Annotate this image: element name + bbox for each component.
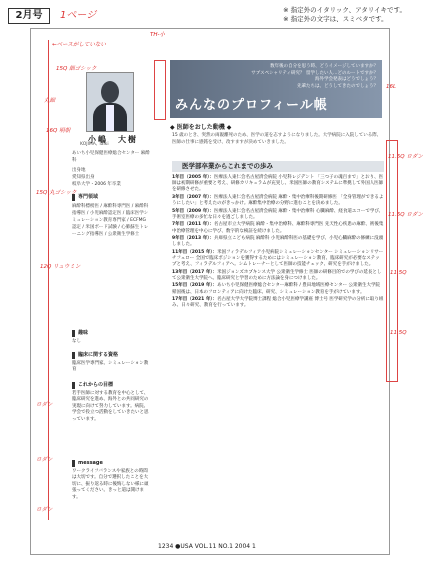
proof-note: 12Q リュウミン [40,264,81,270]
history-heading: 医学部卒業からこれまでの歩み [172,161,384,172]
history-text: 米国フィラデルフィア小児病院シミュレーションセンター シミュレーションリサーチフェロー 全国で臨床ボジションを獲得するためにはシミュレーション教育、臨床研究が必要なステップと考え、フィラデルフィアへ。シムトレーナーとして医師の技能チェック、研究を手がけました。 [172,249,384,268]
history-text: 米国ジョンズホプキンス大学 公衆衛生学修士 医師の研修目的での学びの延長として公衆衛生大学院へ。臨床研究と学習のために方法論を身につけました。 [172,269,382,281]
proof-note: 15Q 丸ゴシック [36,190,77,196]
history-item [172,175,384,194]
proof-note: TH-小 [150,32,165,38]
qualification-box [72,352,152,374]
profile-details [72,150,150,238]
proof-note: ロダン [36,507,53,513]
goal-text: 若手医師に対する教育を中心として、臨床研究を進め、海外との共同研究の実現に向けて努力しています。病院、学会で役立つ活動をしていきたいと思っています。 [72,390,149,422]
hobby-text: なし [72,338,81,344]
proof-note: ロダン [36,457,53,463]
history-text: 医療法人東仁会名古屋済会病院 麻酔・集中治療科後期研修医 「全身管理ができるようにしたい」と考えたのがきっかけ。麻酔集中治療の分野に進むことを決めました。 [172,194,384,207]
history-year: 15年目（2019 年）： [172,283,218,289]
banner-lead [178,64,378,90]
page-label: 1ページ [60,10,97,21]
hobby-title: 趣味 [72,330,152,337]
profile-romaji: KOJIMA, Taiki [80,142,109,147]
photo-head [101,81,119,103]
banner-line: 海外学会発表はどうでしょう？ [315,77,378,82]
history-text: あいち小児保健医療総合センター麻酔科 / 豊田地域医療センター 公衆衛生大学院 帰国後は、日本のフロンティアに向けた臨床、研究、シミュレーション教育を手がけています。 [172,283,381,295]
history-year: 9年目（2013 年）： [172,236,214,242]
profile-line: 出身地 [72,168,86,173]
motivation-heading: ◆ 医師をおした動機 ◆ [170,124,232,131]
message-box [72,460,152,501]
main-title: みんなのプロフィール帳 [175,98,328,113]
month-tag: 2月号 [8,8,50,24]
history-year: 1年目（2005 年）： [172,175,214,180]
proof-note: 11.5Q [390,270,407,276]
proof-note: 11.5Q ロダン [388,212,423,218]
history-year: 13年目（2017 年）： [172,269,218,275]
banner-line: サブスペシャリティ研究？ 留学したい人…どのルートですか？ [251,70,378,76]
goal-box [72,382,152,423]
history-text: 名古屋大学大学院博士課程 総合小児医療学講座 博士号 医学研究学の分析に取り組み、日々研究、教育を行っています。 [172,297,384,309]
history-text: 名古屋市立大学病院 麻酔・集中治療科、麻酔科専門医 先天性心疾患の麻酔、術後集中治療管理を中心に学び、数字的な検証を続けました。 [172,222,384,234]
editing-notes [283,6,406,24]
history-text: 兵庫県立こども病院 麻酔科 小児麻酔科医の基礎を学び、小児心臓麻酔の修練に没頭しました。 [172,236,384,248]
career-text: 麻酔科標榜医 / 麻酔科専門医 / 麻酔科指導医 / 小児麻酔認定医 / 臨床医学シミュレーション教育専門家 / ECFMG 認定 / 米国ボード試験 / 心肺蘇生トレーニング指導医 / 公衆衛生学修士 [72,204,149,237]
history-item [172,250,384,269]
proof-note: ロダン [36,402,53,408]
banner-line: 先輩たちは、どうしてきたのでしょう？ [297,83,378,89]
history-year: 3年目（2007 年）： [172,194,214,200]
proof-note: ←ベースがしていない [52,42,106,48]
hobby-box [72,330,152,345]
page-footer: 1234 ●USA VOL.11 NO.1 2004 1 [158,543,256,550]
qualification-title: 臨床に関する資格 [72,352,152,359]
note-line: ※ 指定外のイタリック、アタリイキです。 [283,6,406,14]
proof-note: 15Q 細ゴシック [56,66,97,72]
history-item [172,283,384,295]
profile-affiliation: あいち小児保健医療総合センター 麻酔科 [72,151,150,163]
history-item [172,209,384,221]
qualification-text: 臨床医学専門家、シミュレーション教育 [72,360,149,372]
proof-note: 丸細 [44,98,56,104]
profile-photo [86,72,134,132]
profile-name: 小嶋 大樹 [88,135,138,144]
photo-tie [106,105,114,131]
history-item [172,195,384,207]
history-item [172,236,384,248]
history-list [172,175,384,311]
history-item [172,270,384,282]
message-title: message [72,460,152,467]
proof-bracket [154,60,166,120]
profile-line: 岐阜大学・2006 年卒業 [72,182,121,187]
goal-title: これからの目標 [72,382,152,389]
proof-guide-line [48,40,49,520]
proof-note: 16L [386,84,397,90]
history-year: 11年目（2015 年）： [172,249,218,255]
proof-note: 11.5Q ロダン [388,154,423,160]
message-text: ワークライフバランスや家族との時間は大切です。自分で選択したことを大切に、振り返る時に後悔しない様に頑張ってください。きっと道は開けます。 [72,468,149,500]
history-text: 医療法人東仁会名古屋済会病院 小児科レジデント 「三つ子の魂百まで」とおり、医師は初期研修が重要と考え、研修カリキュラムが充実し、米国医師の教育システムに準拠して外国人医師を研修させた。 [172,175,384,193]
profile-line: 愛知県出身 [72,175,95,180]
history-item [172,222,384,234]
career-title: 専門領域 [72,194,150,201]
history-year: 7年目（2011 年）： [172,222,214,228]
history-item [172,297,384,309]
motivation-text: 15 歳のとき、突然の両親離死のため、医学の道を志すようになりました。大学病院に入院している際、医師の仕事に感銘を受け、改すますが決めていきました。 [172,133,382,145]
history-year: 5年目（2009 年）： [172,208,214,214]
note-line: ※ 指定外の文字は、スミベタです。 [283,15,388,23]
banner-line: 数年後の自分を思う時、どうイメージしていますか？ [270,64,378,69]
history-year: 17年目（2021 年）： [172,297,218,303]
proof-bracket [386,140,398,382]
proof-note: 16Q 明朝 [46,128,71,134]
history-text: 医療法人東仁会名古屋済会病院 麻酔・集中治療科 心臓麻酔、経食道エコーで学び、手術室医療の多忙な日々を過ごしました。 [172,208,384,220]
proof-note: 11.5Q [390,330,407,336]
